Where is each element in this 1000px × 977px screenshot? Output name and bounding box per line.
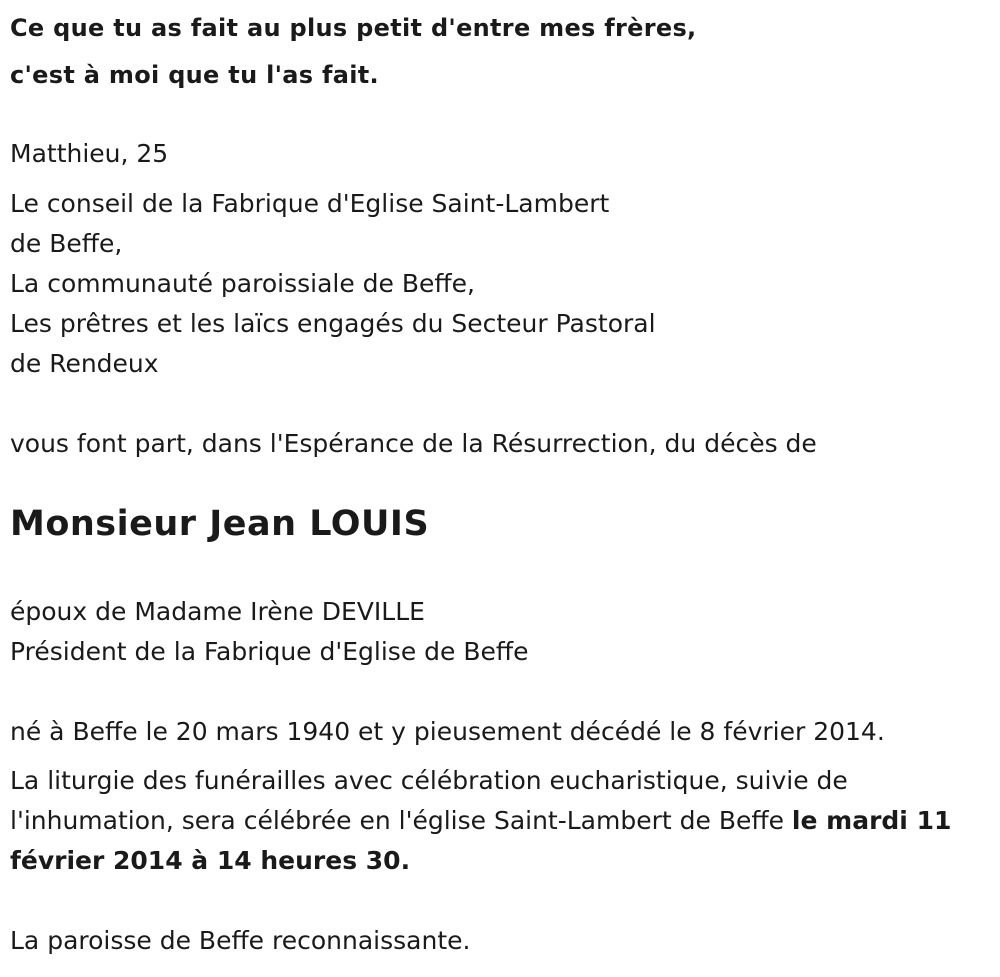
deceased-role: Président de la Fabrique d'Eglise de Beffe bbox=[10, 637, 529, 666]
funeral-line-1: La liturgie des funérailles avec célébration eucharistique, suivie de bbox=[10, 766, 848, 795]
closing-text: La paroisse de Beffe reconnaissante. bbox=[10, 926, 471, 955]
epigraph-line-1: Ce que tu as fait au plus petit d'entre mes frères, bbox=[10, 14, 697, 42]
epigraph-line-2: c'est à moi que tu l'as fait. bbox=[10, 61, 379, 89]
funeral-place-text: l'inhumation, sera célébrée en l'église Saint-Lambert de Beffe bbox=[10, 806, 792, 835]
epigraph-reference: Matthieu, 25 bbox=[10, 139, 169, 168]
announcer-line: La communauté paroissiale de Beffe, bbox=[10, 269, 475, 298]
funeral-date-time: février 2014 à 14 heures 30. bbox=[10, 846, 411, 875]
funeral-line-2 bbox=[10, 805, 951, 837]
funeral-date-start: le mardi 11 bbox=[791, 806, 952, 835]
announcement-text: vous font part, dans l'Espérance de la Résurrection, du décès de bbox=[10, 429, 817, 458]
birth-death-dates: né à Beffe le 20 mars 1940 et y pieusement décédé le 8 février 2014. bbox=[10, 717, 885, 746]
announcer-line: Le conseil de la Fabrique d'Eglise Saint-Lambert bbox=[10, 189, 610, 218]
deceased-name: Monsieur Jean LOUIS bbox=[10, 504, 430, 544]
announcer-line: de Beffe, bbox=[10, 229, 123, 258]
announcer-line: de Rendeux bbox=[10, 349, 159, 378]
deceased-spouse: époux de Madame Irène DEVILLE bbox=[10, 597, 425, 626]
announcer-line: Les prêtres et les laïcs engagés du Secteur Pastoral bbox=[10, 309, 656, 338]
